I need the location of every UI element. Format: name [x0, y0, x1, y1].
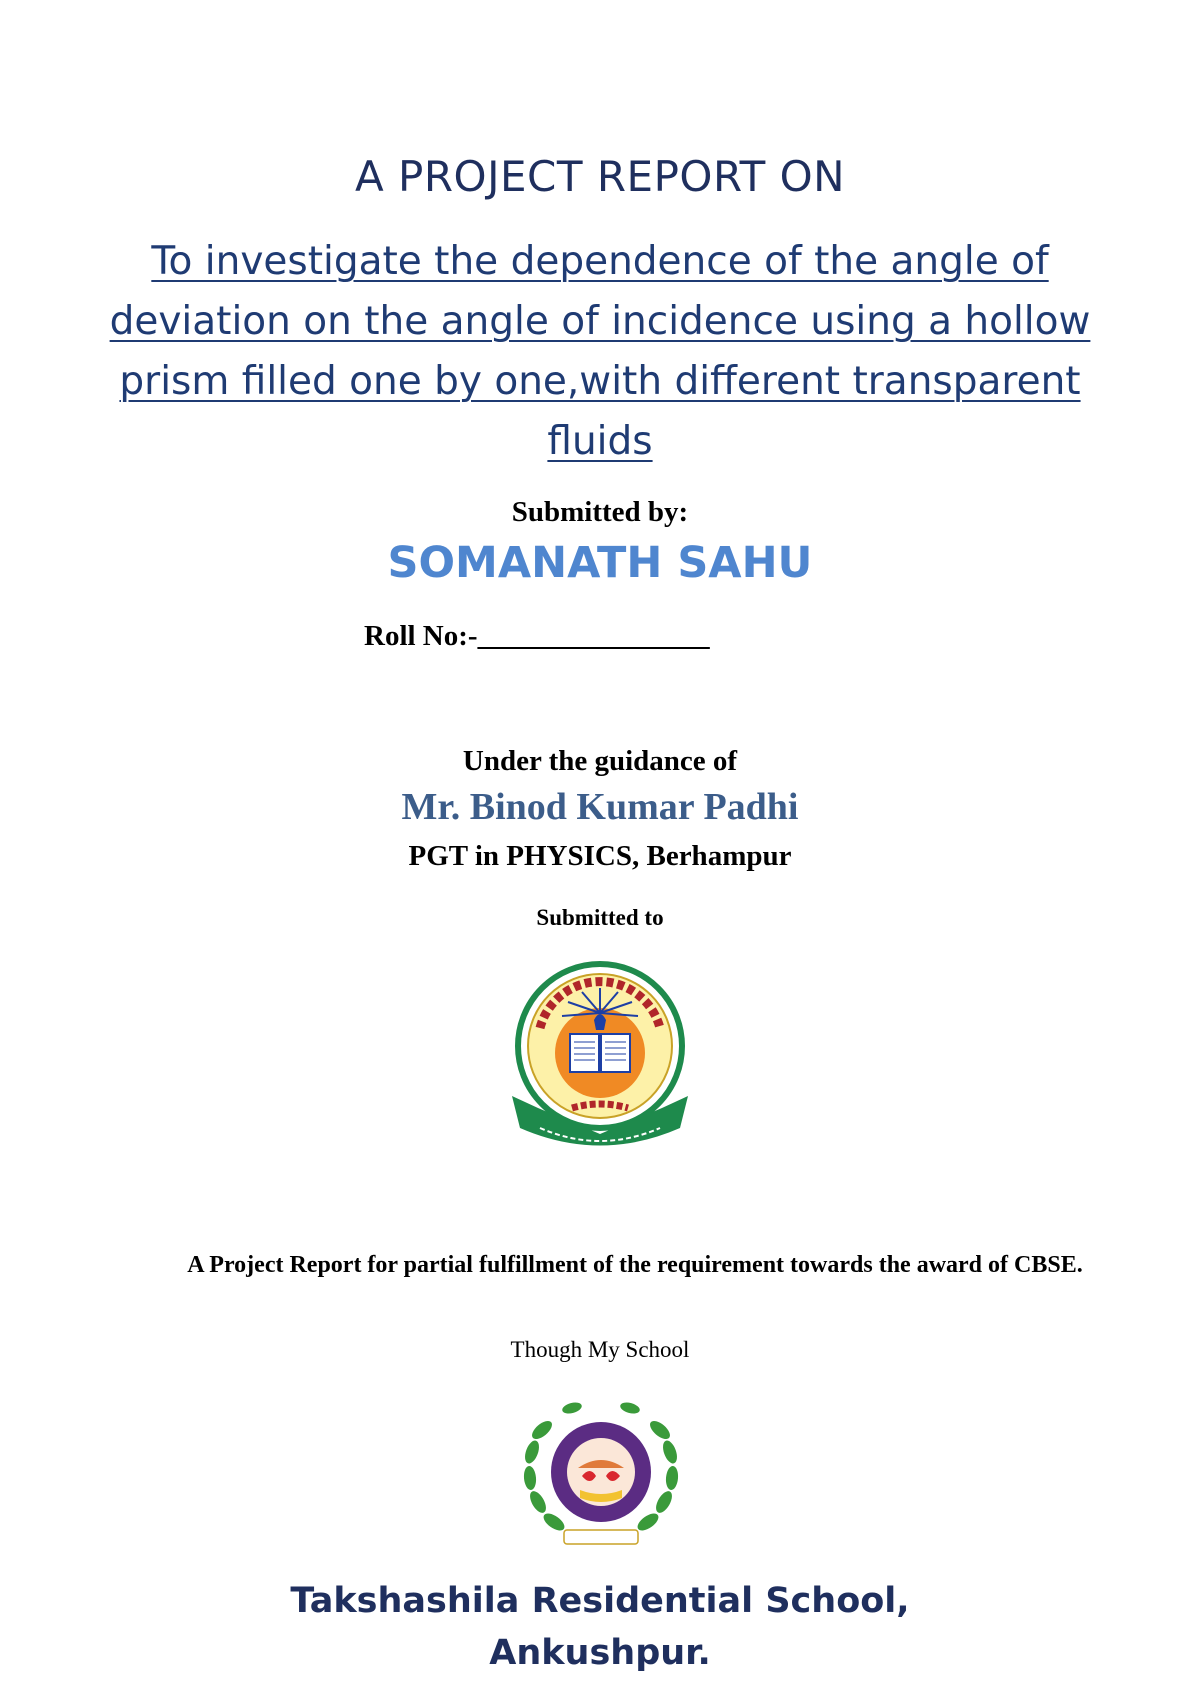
guidance-label: Under the guidance of	[462, 745, 738, 777]
school-name	[0, 1575, 1200, 1679]
guide-name: Mr. Binod Kumar Padhi	[401, 786, 799, 828]
submitted-to-label: Submitted to	[536, 905, 664, 930]
submitted-by-label: Submitted by:	[511, 496, 689, 528]
roll-number-field: Roll No:-________________	[364, 620, 710, 652]
school-name-line-1: Takshashila Residential School,	[290, 1581, 910, 1621]
through-school-label: Though My School	[510, 1337, 690, 1362]
project-title: To investigate the dependence of the angle of deviation on the angle of incidence using a hollow prism filled one by one,with different transparent fluids	[109, 239, 1091, 464]
report-heading: A PROJECT REPORT ON	[354, 152, 846, 201]
cbse-logo	[510, 958, 690, 1158]
school-name-line-2: Ankushpur.	[489, 1633, 711, 1673]
guide-role: PGT in PHYSICS, Berhampur	[408, 840, 792, 872]
student-name: SOMANATH SAHU	[387, 538, 813, 588]
school-logo	[512, 1390, 690, 1560]
fulfillment-statement: A Project Report for partial fulfillment of the requirement towards the award of CBSE.	[187, 1252, 1083, 1278]
